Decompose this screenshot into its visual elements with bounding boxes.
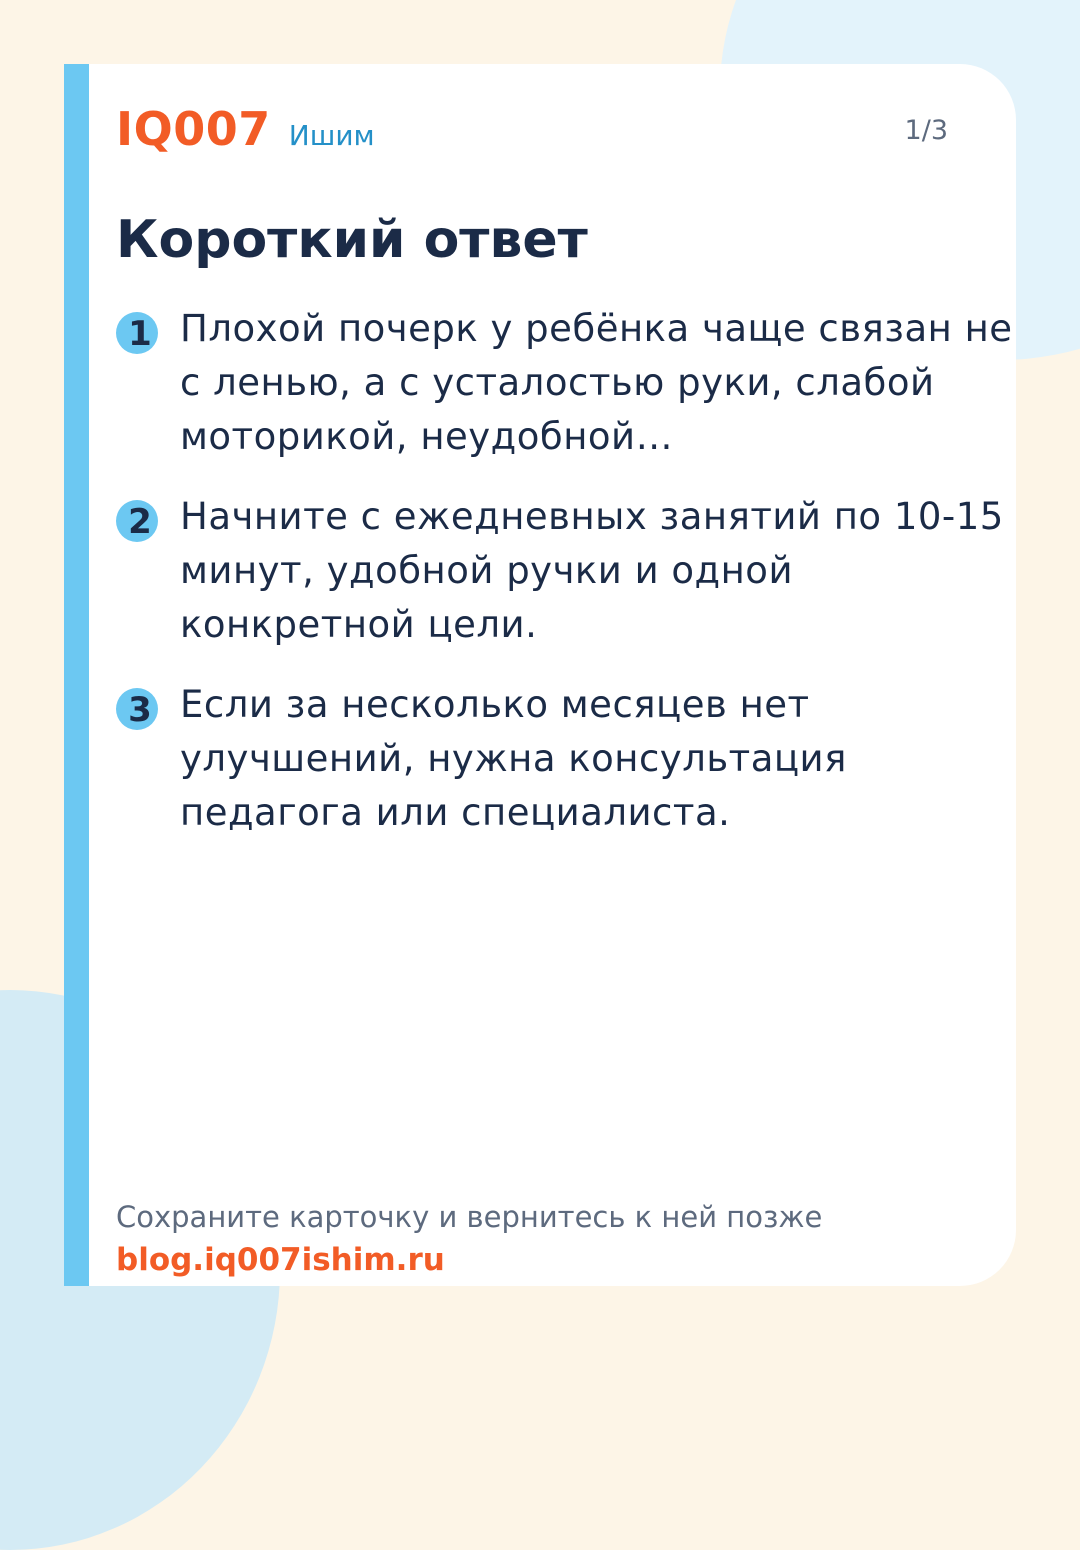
list-item bbox=[116, 302, 1036, 464]
number-badge-label: 3 bbox=[128, 690, 152, 730]
number-badge-label: 1 bbox=[128, 314, 152, 354]
point-text: Если за несколько месяцев нет улучшений, нужна консультация педагога или специалиста. bbox=[180, 683, 847, 834]
brand-city: Ишим bbox=[288, 119, 375, 152]
brand-header bbox=[116, 102, 375, 156]
list-item bbox=[116, 490, 1036, 652]
footer-link[interactable]: blog.iq007ishim.ru bbox=[116, 1242, 445, 1278]
brand-logo: IQ007 bbox=[116, 102, 271, 156]
point-text: Начните с ежедневных занятий по 10-15 минут, удобной ручки и одной конкретной цели. bbox=[180, 495, 1004, 646]
footer-note: Сохраните карточку и вернитесь к ней позже bbox=[116, 1200, 823, 1234]
list-item bbox=[116, 678, 1036, 840]
card-accent-bar bbox=[64, 64, 89, 1286]
number-badge-label: 2 bbox=[128, 502, 152, 542]
card-title: Короткий ответ bbox=[116, 210, 588, 270]
answer-points-list bbox=[116, 302, 1036, 866]
info-card bbox=[64, 64, 1016, 1286]
page-counter: 1/3 bbox=[904, 115, 948, 146]
point-text: Плохой почерк у ребёнка чаще связан не с ленью, а с усталостью руки, слабой моторикой, неудобной… bbox=[180, 307, 1013, 458]
